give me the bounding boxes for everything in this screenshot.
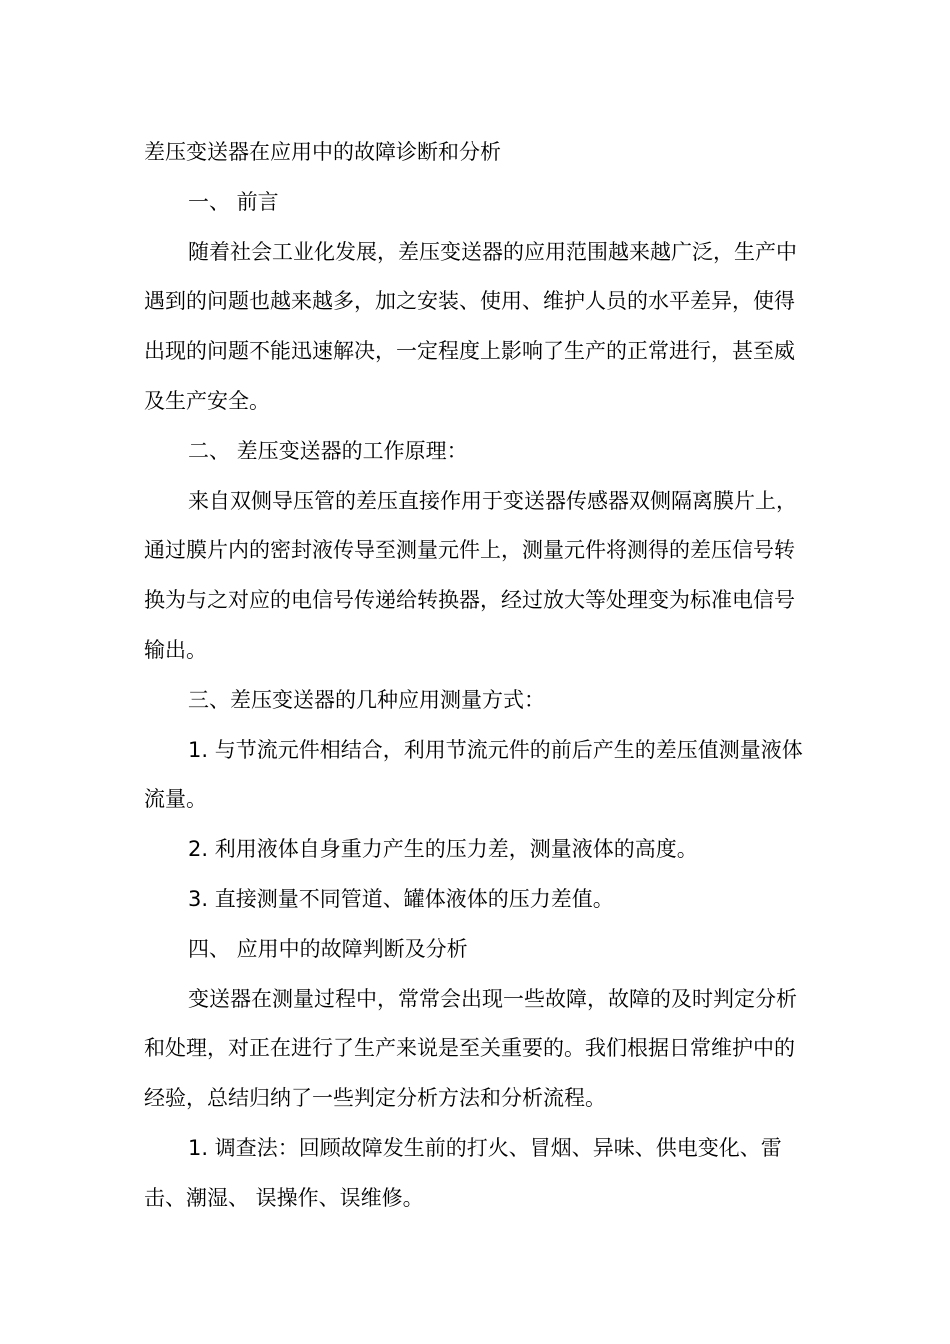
- list-item: 3. 直接测量不同管道、罐体液体的压力差值。: [188, 886, 614, 911]
- paragraph: 变送器在测量过程中，常常会出现一些故障，故障的及时判定分析和处理，对正在进行了生产来说是至关重要的。我们根据日常维护中的经验，总结归纳了一些判定分析方法和分析流程。: [144, 986, 797, 1111]
- document-body: [144, 128, 806, 1224]
- section-heading-4: 四、 应用中的故障判断及分析: [188, 936, 468, 961]
- section-heading-2: 二、 差压变送器的工作原理：: [188, 438, 468, 463]
- list-item: 2. 利用液体自身重力产生的压力差，测量液体的高度。: [188, 837, 698, 862]
- section-heading-3: 三、差压变送器的几种应用测量方式：: [188, 687, 545, 712]
- section-heading-1: 一、 前言: [188, 189, 279, 214]
- list-item: 1. 与节流元件相结合，利用节流元件的前后产生的差压值测量液体流量。: [144, 737, 803, 812]
- paragraph: 来自双侧导压管的差压直接作用于变送器传感器双侧隔离膜片上，通过膜片内的密封液传导至测量元件上，测量元件将测得的差压信号转换为与之对应的电信号传递给转换器，经过放大等处理变为标准电信号输出。: [144, 488, 797, 662]
- paragraph: 随着社会工业化发展，差压变送器的应用范围越来越广泛，生产中遇到的问题也越来越多，加之安装、使用、维护人员的水平差异，使得出现的问题不能迅速解决，一定程度上影响了生产的正常进行，甚至威及生产安全。: [144, 239, 797, 413]
- list-item: 1. 调查法：回顾故障发生前的打火、冒烟、异味、供电变化、雷击、潮湿、 误操作、误维修。: [144, 1135, 782, 1210]
- document-title: 差压变送器在应用中的故障诊断和分析: [144, 140, 501, 164]
